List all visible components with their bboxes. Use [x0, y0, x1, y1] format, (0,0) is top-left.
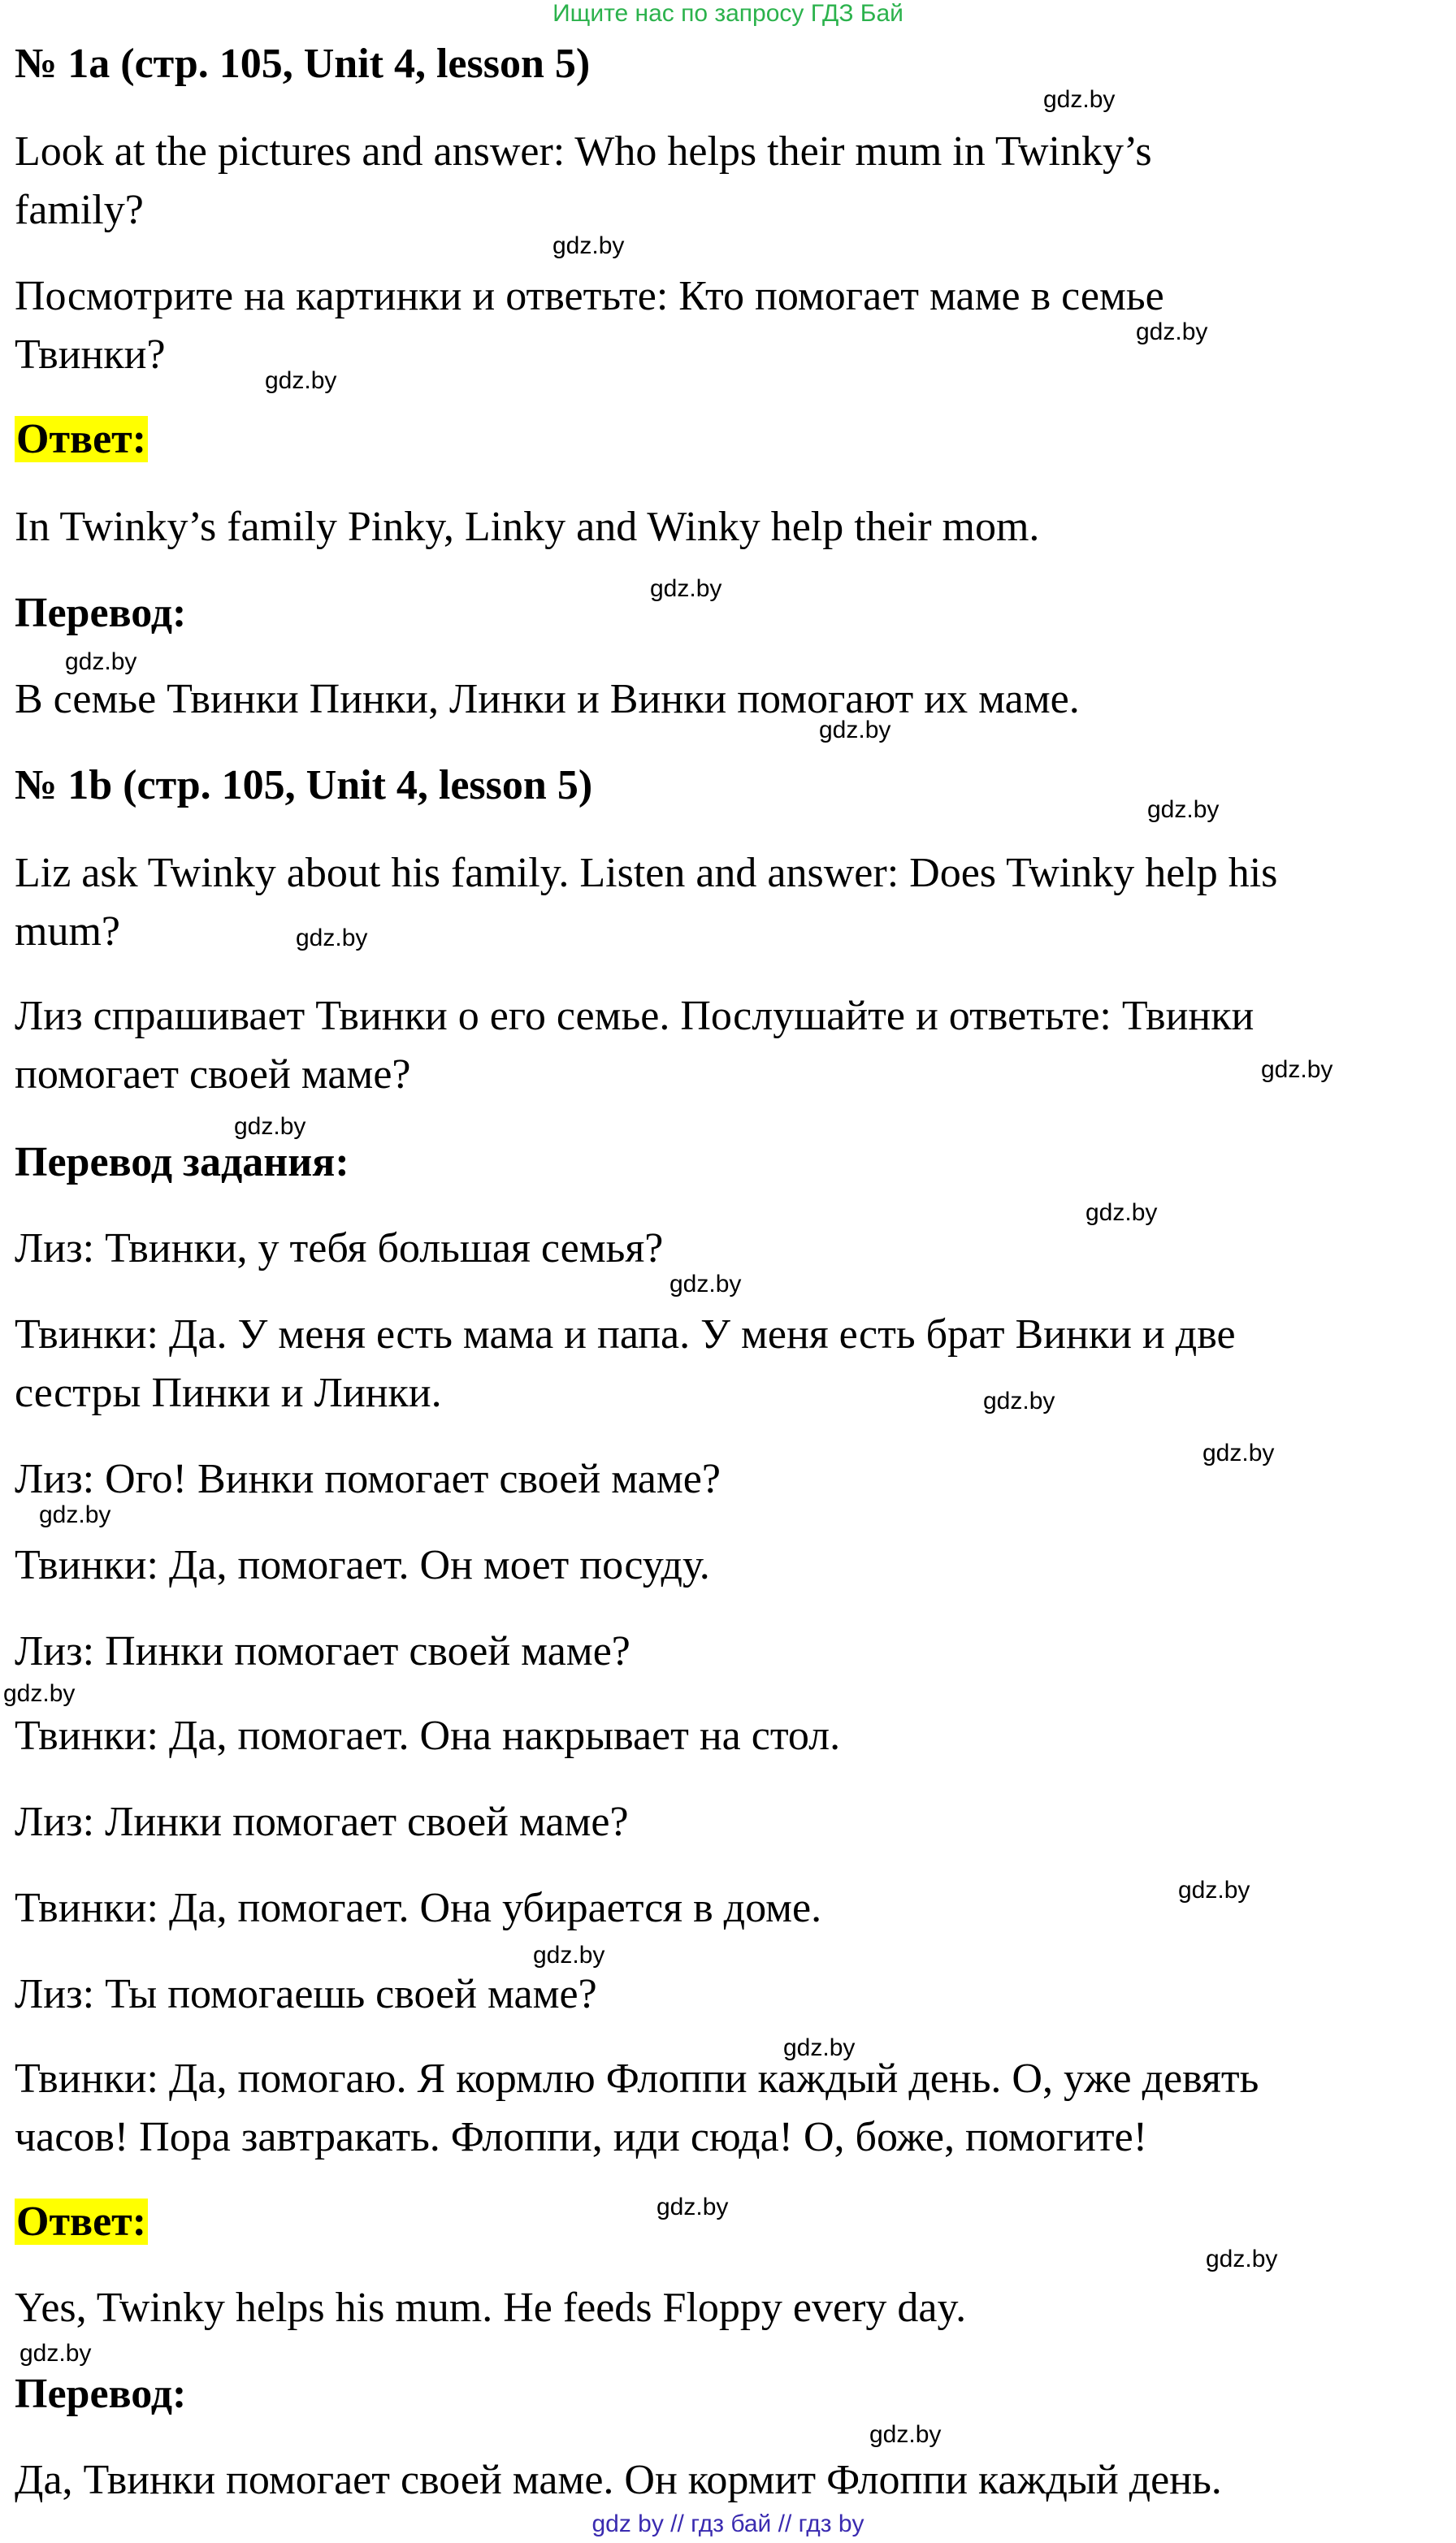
dialogue-line: Твинки: Да, помогает. Он моет посуду. [15, 1542, 710, 1588]
watermark: gdz.by [296, 925, 368, 951]
exercise-title-1a: № 1a (стр. 105, Unit 4, lesson 5) [15, 41, 591, 87]
task-text-ru: помогает своей маме? [15, 1051, 411, 1098]
answer-label: Ответ: [16, 2199, 147, 2245]
watermark: gdz.by [1261, 1056, 1333, 1083]
dialogue-line: Лиз: Пинки помогает своей маме? [15, 1628, 630, 1674]
watermark: gdz.by [20, 2340, 92, 2367]
translation-heading: Перевод: [15, 590, 187, 636]
task-text-ru: Лиз спрашивает Твинки о его семье. Послушайте и ответьте: Твинки [15, 993, 1254, 1039]
task-text-ru: Посмотрите на картинки и ответьте: Кто помогает маме в семье [15, 273, 1164, 319]
dialogue-line: Твинки: Да, помогает. Она накрывает на стол. [15, 1713, 841, 1759]
bottom-banner: gdz by // гдз бай // гдз by [592, 2511, 864, 2537]
dialogue-line: Лиз: Линки помогает своей маме? [15, 1799, 629, 1845]
watermark: gdz.by [783, 2034, 856, 2061]
watermark: gdz.by [65, 648, 137, 675]
dialogue-line: Твинки: Да. У меня есть мама и папа. У меня есть брат Винки и две [15, 1311, 1236, 1358]
task-text-en: Liz ask Twinky about his family. Listen and answer: Does Twinky help his [15, 850, 1278, 896]
watermark: gdz.by [552, 232, 625, 259]
watermark: gdz.by [656, 2194, 729, 2220]
exercise-title-1b: № 1b (стр. 105, Unit 4, lesson 5) [15, 762, 593, 808]
translation-text: Да, Твинки помогает своей маме. Он кормит Флоппи каждый день. [15, 2457, 1222, 2503]
answer-heading [15, 411, 1445, 468]
watermark: gdz.by [39, 1501, 111, 1528]
translation-text: В семье Твинки Пинки, Линки и Винки помогают их маме. [15, 676, 1080, 722]
watermark: gdz.by [533, 1942, 605, 1969]
watermark: gdz.by [1206, 2246, 1278, 2272]
answer-text: In Twinky’s family Pinky, Linky and Winky help their mom. [15, 504, 1040, 550]
watermark: gdz.by [670, 1271, 742, 1297]
watermark: gdz.by [983, 1388, 1055, 1414]
watermark: gdz.by [1086, 1199, 1158, 1226]
watermark: gdz.by [650, 575, 722, 602]
dialogue-line: Лиз: Ого! Винки помогает своей маме? [15, 1456, 721, 1502]
task-translation-heading: Перевод задания: [15, 1139, 349, 1185]
answer-heading [15, 2194, 1445, 2251]
dialogue-line: Твинки: Да, помогает. Она убирается в доме. [15, 1885, 822, 1931]
watermark: gdz.by [819, 717, 891, 743]
task-text-en: family? [15, 187, 144, 233]
watermark: gdz.by [1147, 796, 1220, 823]
dialogue-line: Лиз: Ты помогаешь своей маме? [15, 1971, 597, 2017]
dialogue-line: Твинки: Да, помогаю. Я кормлю Флоппи каждый день. О, уже девять [15, 2056, 1259, 2102]
task-text-ru: Твинки? [15, 331, 166, 378]
watermark: gdz.by [1136, 318, 1208, 345]
answer-text: Yes, Twinky helps his mum. He feeds Floppy every day. [15, 2285, 967, 2331]
watermark: gdz.by [1202, 1440, 1275, 1466]
task-text-en: mum? [15, 908, 120, 955]
dialogue-line: часов! Пора завтракать. Флоппи, иди сюда! О, боже, помогите! [15, 2114, 1148, 2160]
watermark: gdz.by [1043, 86, 1116, 113]
dialogue-line: Лиз: Твинки, у тебя большая семья? [15, 1225, 664, 1272]
watermark: gdz.by [265, 367, 337, 394]
top-banner: Ищите нас по запросу ГДЗ Бай [552, 0, 904, 27]
watermark: gdz.by [869, 2421, 942, 2448]
translation-heading: Перевод: [15, 2371, 187, 2417]
dialogue-line: сестры Пинки и Линки. [15, 1370, 442, 1416]
watermark: gdz.by [234, 1113, 306, 1140]
answer-label: Ответ: [16, 416, 147, 462]
task-text-en: Look at the pictures and answer: Who helps their mum in Twinky’s [15, 128, 1152, 175]
watermark: gdz.by [1178, 1877, 1250, 1904]
watermark: gdz.by [3, 1680, 76, 1707]
